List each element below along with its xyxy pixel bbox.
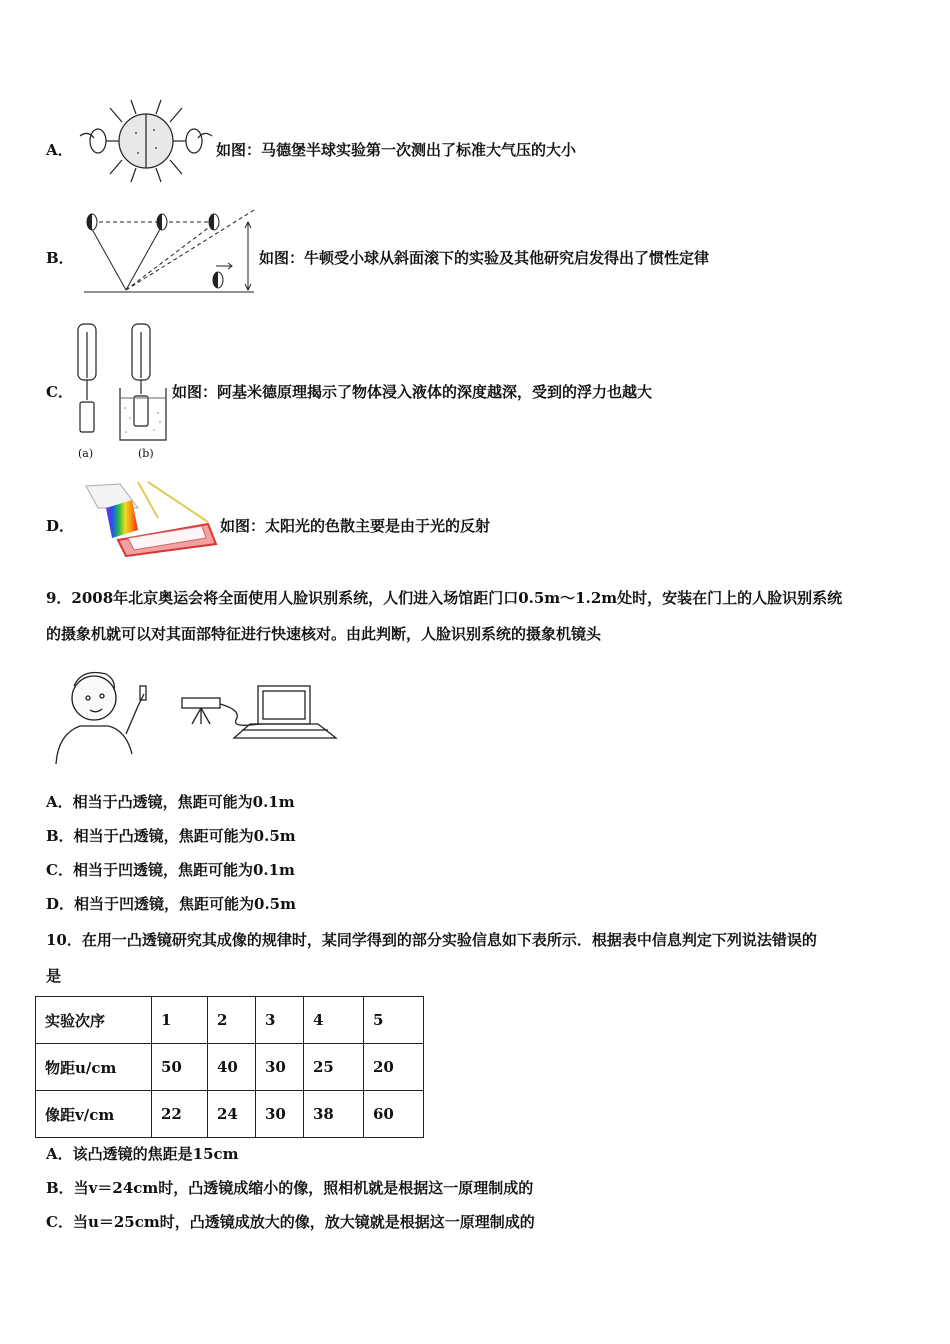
q9-option-d: D．相当于凹透镜，焦距可能为0.5m (46, 895, 296, 913)
figure-label-b: (b) (138, 447, 154, 460)
option-letter-a: A． (46, 141, 73, 159)
q10-stem-line1: 10．在用一凸透镜研究其成像的规律时，某同学得到的部分实验信息如下表所示．根据表中信息判定下列说法错误的 (46, 931, 817, 949)
table-cell: 物距u/cm (36, 1044, 152, 1091)
table-cell: 22 (152, 1091, 208, 1138)
q9-option-a: A．相当于凸透镜，焦距可能为0.1m (46, 793, 295, 811)
table-cell: 60 (364, 1091, 424, 1138)
table-cell: 24 (208, 1091, 256, 1138)
table-row (36, 1044, 424, 1091)
q10-stem-line2: 是 (46, 967, 62, 985)
q10-option-a: A．该凸透镜的焦距是15cm (46, 1145, 239, 1163)
q9-stem-line2: 的摄象机就可以对其面部特征进行快速核对。由此判断，人脸识别系统的摄象机镜头 (46, 625, 602, 643)
inclined-plane-figure (76, 208, 258, 296)
table-cell: 1 (152, 997, 208, 1044)
table-cell: 2 (208, 997, 256, 1044)
figure-label-a: (a) (78, 447, 94, 460)
option-text-c: 如图：阿基米德原理揭示了物体浸入液体的深度越深，受到的浮力也越大 (172, 383, 653, 401)
q10-option-b: B．当v＝24cm时，凸透镜成缩小的像，照相机就是根据这一原理制成的 (46, 1179, 534, 1197)
q9-option-c: C．相当于凹透镜，焦距可能为0.1m (46, 861, 295, 879)
table-cell: 3 (256, 997, 304, 1044)
option-letter-c: C． (46, 383, 73, 401)
face-recognition-camera-figure (46, 664, 338, 772)
table-cell: 20 (364, 1044, 424, 1091)
table-cell: 30 (256, 1044, 304, 1091)
table-cell: 30 (256, 1091, 304, 1138)
table-cell: 像距v/cm (36, 1091, 152, 1138)
option-text-b: 如图：牛顿受小球从斜面滚下的实验及其他研究启发得出了惯性定律 (259, 249, 710, 267)
q9-stem-line1: 9．2008年北京奥运会将全面使用人脸识别系统，人们进入场馆距门口0.5m～1.2m处时，安装在门上的人脸识别系统 (46, 589, 843, 607)
option-letter-d: D． (46, 517, 75, 535)
table-cell: 40 (208, 1044, 256, 1091)
option-text-d: 如图：太阳光的色散主要是由于光的反射 (220, 517, 491, 535)
magdeburg-hemispheres-figure (76, 98, 216, 184)
table-cell: 5 (364, 997, 424, 1044)
table-row (36, 997, 424, 1044)
table-row (36, 1091, 424, 1138)
option-text-a: 如图：马德堡半球实验第一次测出了标准大气压的大小 (216, 141, 577, 159)
table-cell: 50 (152, 1044, 208, 1091)
table-cell: 4 (304, 997, 364, 1044)
q9-option-b: B．相当于凸透镜，焦距可能为0.5m (46, 827, 296, 845)
table-cell: 38 (304, 1091, 364, 1138)
table-cell: 25 (304, 1044, 364, 1091)
table-cell: 实验次序 (36, 997, 152, 1044)
q10-option-c: C．当u＝25cm时，凸透镜成放大的像，放大镜就是根据这一原理制成的 (46, 1213, 535, 1231)
spring-scale-buoyancy-figure (70, 318, 174, 442)
prism-dispersion-figure (78, 478, 220, 558)
experiment-data-table (35, 996, 424, 1138)
option-letter-b: B． (46, 249, 74, 267)
